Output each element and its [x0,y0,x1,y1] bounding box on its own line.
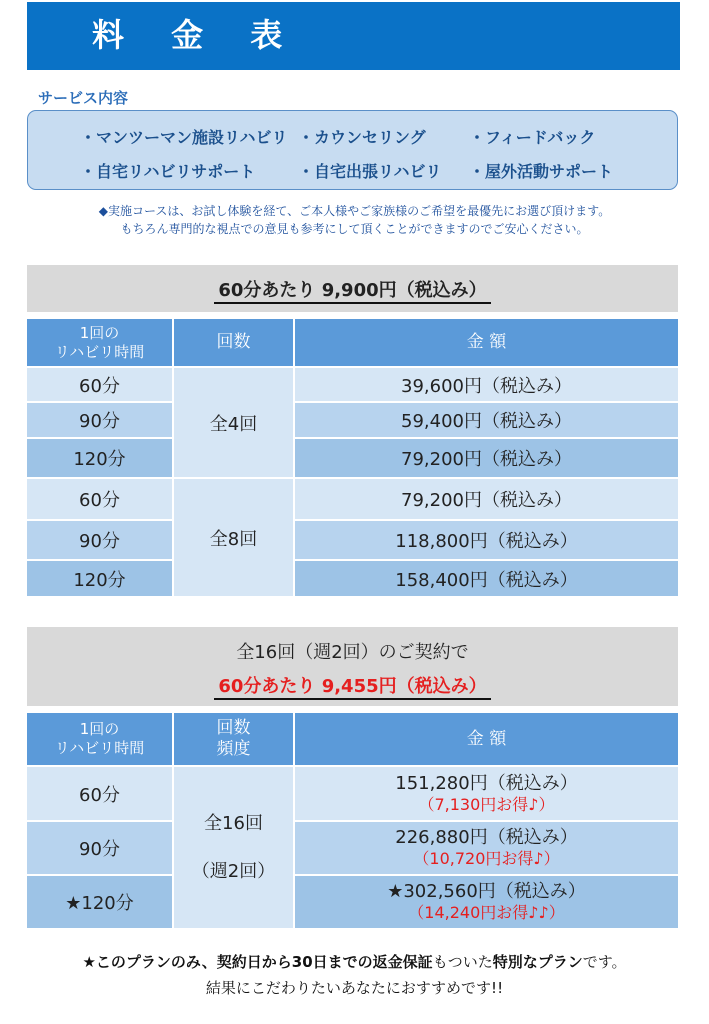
service-item: ・自宅出張リハビリ [298,162,442,181]
services-label: サービス内容 [38,89,129,107]
time-cell: 120分 [27,439,172,477]
price-cell: 59,400円（税込み） [295,403,678,437]
time-cell: 120分 [27,561,172,596]
service-item: ・フィードバック [469,128,596,147]
price-cell: ★302,560円（税込み） （14,240円お得♪♪） [295,876,678,928]
col-header-price: 金 額 [295,319,678,366]
time-cell: 60分 [27,767,172,820]
service-item: ・カウンセリング [298,128,426,147]
note-line: もちろん専門的な視点での意見も参考にして頂くことができますのでご安心ください。 [120,222,589,236]
price-cell: 226,880円（税込み） （10,720円お得♪） [295,822,678,874]
price-cell: 79,200円（税込み） [295,439,678,477]
count-cell: 全16回 （週2回） [174,767,293,928]
note-line: ◆実施コースは、お試し体験を経て、ご本人様やご家族様のご希望を最優先にお選び頂けます。 [98,204,611,218]
table2-headline-box [27,627,678,706]
footer-line2: 結果にこだわりたいあなたにおすすめです!! [205,979,504,997]
col-header-count: 回数 [174,319,293,366]
service-item: ・屋外活動サポート [469,162,614,181]
price-cell: 79,200円（税込み） [295,479,678,519]
time-cell: 90分 [27,521,172,559]
price-cell: 151,280円（税込み） （7,130円お得♪） [295,767,678,820]
price-cell: 118,800円（税込み） [295,521,678,559]
price-cell: 158,400円（税込み） [295,561,678,596]
col-header-time: 1回の リハビリ時間 [27,319,172,366]
time-cell: 60分 [27,479,172,519]
count-cell: 全4回 [174,368,293,477]
table1-headline: 60分あたり 9,900円（税込み） [214,280,490,304]
time-cell: 90分 [27,822,172,874]
footer-line1: ★このプランのみ、契約日から30日までの返金保証もついた特別なプランです。 [82,953,627,971]
time-cell: 90分 [27,403,172,437]
table1-headline-box [27,265,678,312]
time-cell: ★120分 [27,876,172,928]
page-title: 料 金 表 [92,16,301,54]
time-cell: 60分 [27,368,172,401]
col-header-count-frequency: 回数 頻度 [174,713,293,765]
table2-headline-line2: 60分あたり 9,455円（税込み） [214,676,490,700]
service-item: ・自宅リハビリサポート [80,162,256,181]
services-box [27,110,678,190]
count-cell: 全8回 [174,479,293,596]
price-cell: 39,600円（税込み） [295,368,678,401]
col-header-time: 1回の リハビリ時間 [27,713,172,765]
service-item: ・マンツーマン施設リハビリ [80,128,288,147]
col-header-price: 金 額 [295,713,678,765]
table2-headline-line1: 全16回（週2回）のご契約で [236,642,469,663]
